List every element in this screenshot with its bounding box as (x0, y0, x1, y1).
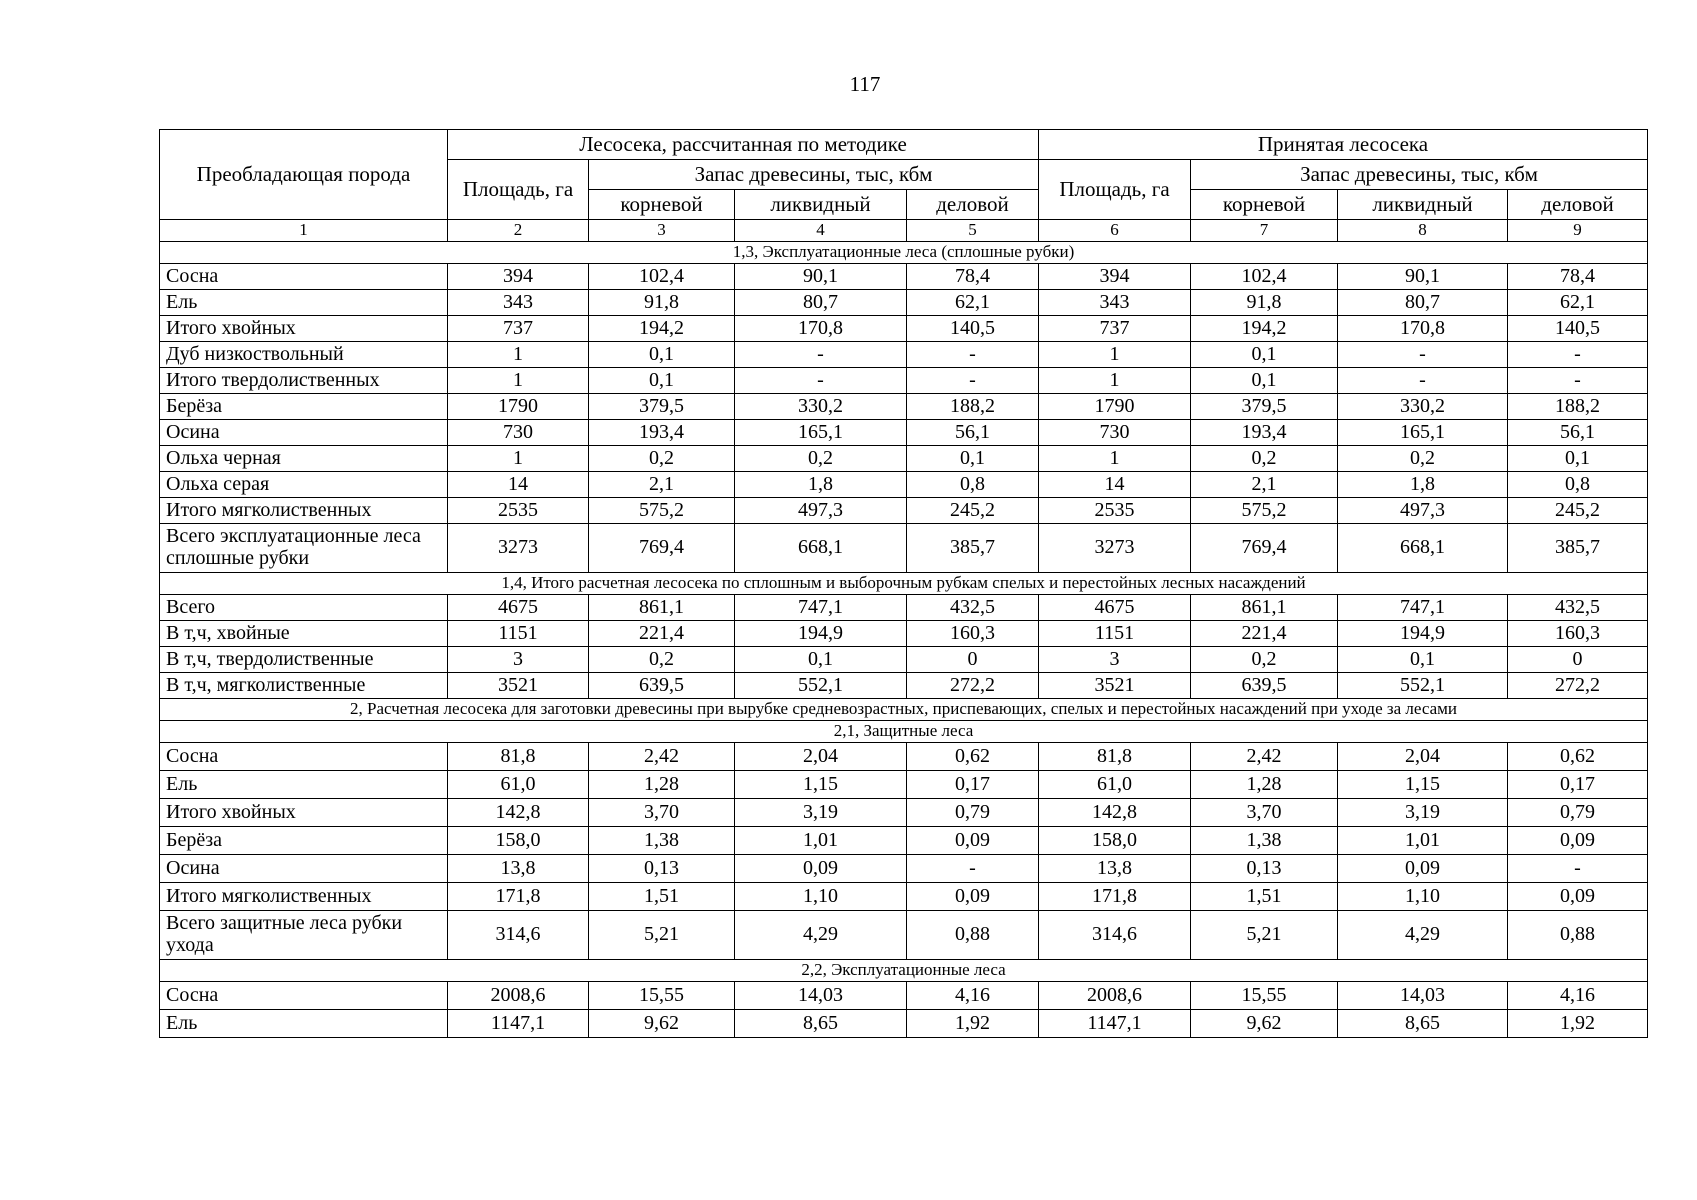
table-cell: 432,5 (1508, 595, 1648, 621)
table-cell: 188,2 (1508, 394, 1648, 420)
table-row (160, 855, 1648, 883)
table-row (160, 621, 1648, 647)
table-cell: 0,8 (907, 472, 1039, 498)
table-cell: 91,8 (589, 290, 735, 316)
table-cell: 194,9 (735, 621, 907, 647)
table-cell: 193,4 (1191, 420, 1338, 446)
table-cell: 1,10 (1338, 883, 1508, 911)
table-cell: 2,42 (589, 743, 735, 771)
table-row (160, 771, 1648, 799)
table-cell: 15,55 (589, 982, 735, 1010)
section-row (160, 573, 1648, 595)
table-cell: 2,1 (1191, 472, 1338, 498)
table-cell: 142,8 (1039, 799, 1191, 827)
table-cell: 575,2 (589, 498, 735, 524)
table-cell: 194,2 (1191, 316, 1338, 342)
table-row (160, 911, 1648, 960)
table-row (160, 394, 1648, 420)
table-cell: 3 (1039, 647, 1191, 673)
forest-cutting-table (159, 129, 1648, 1038)
table-cell: 2008,6 (448, 982, 589, 1010)
section-row (160, 721, 1648, 743)
table-cell: 90,1 (1338, 264, 1508, 290)
table-cell: 142,8 (448, 799, 589, 827)
table-cell: 0,09 (1338, 855, 1508, 883)
column-number: 2 (448, 220, 589, 242)
table-cell: 4,16 (907, 982, 1039, 1010)
table-cell: - (1508, 855, 1648, 883)
row-label: Сосна (160, 743, 448, 771)
table-cell: 330,2 (735, 394, 907, 420)
table-cell: 0,1 (589, 368, 735, 394)
table-cell: 730 (448, 420, 589, 446)
header-area-accepted: Площадь, га (1039, 160, 1191, 220)
table-cell: 0,09 (735, 855, 907, 883)
table-cell: 0,1 (589, 342, 735, 368)
table-cell: 3,70 (1191, 799, 1338, 827)
table-cell: 639,5 (589, 673, 735, 699)
row-label: В т,ч, мягколиственные (160, 673, 448, 699)
table-cell: 497,3 (735, 498, 907, 524)
table-cell: 0,8 (1508, 472, 1648, 498)
table-cell: 1 (448, 342, 589, 368)
section-title: 2,1, Защитные леса (160, 721, 1648, 743)
table-cell: 140,5 (1508, 316, 1648, 342)
table-cell: 0,1 (907, 446, 1039, 472)
table-cell: 221,4 (589, 621, 735, 647)
table-cell: 769,4 (589, 524, 735, 573)
header-commercial-method: деловой (907, 190, 1039, 220)
table-cell: 272,2 (1508, 673, 1648, 699)
table-cell: 379,5 (1191, 394, 1338, 420)
table-cell: 140,5 (907, 316, 1039, 342)
table-cell: 15,55 (1191, 982, 1338, 1010)
table-cell: 737 (1039, 316, 1191, 342)
table-cell: 1,15 (1338, 771, 1508, 799)
header-accepted-group: Принятая лесосека (1039, 130, 1648, 160)
section-title: 2, Расчетная лесосека для заготовки древесины при вырубке средневозрастных, приспевающих, спелых и перестойных насаждений при уходе за лесами (160, 699, 1648, 721)
table-cell: 769,4 (1191, 524, 1338, 573)
table-cell: 80,7 (735, 290, 907, 316)
table-cell: 1 (1039, 446, 1191, 472)
table-cell: - (1508, 368, 1648, 394)
row-label: Берёза (160, 394, 448, 420)
table-cell: 245,2 (907, 498, 1039, 524)
table-cell: 1,01 (735, 827, 907, 855)
table-cell: 0,1 (1191, 342, 1338, 368)
table-cell: 552,1 (1338, 673, 1508, 699)
table-cell: 160,3 (907, 621, 1039, 647)
column-number: 4 (735, 220, 907, 242)
table-cell: 56,1 (907, 420, 1039, 446)
table-cell: 0,1 (1191, 368, 1338, 394)
table-cell: 62,1 (907, 290, 1039, 316)
section-row (160, 960, 1648, 982)
table-row (160, 290, 1648, 316)
table-cell: 1,51 (1191, 883, 1338, 911)
table-cell: 1790 (448, 394, 589, 420)
row-label: Итого мягколиственных (160, 883, 448, 911)
column-number: 9 (1508, 220, 1648, 242)
table-cell: 747,1 (735, 595, 907, 621)
table-cell: 0,09 (1508, 883, 1648, 911)
table-cell: 193,4 (589, 420, 735, 446)
row-label: Итого хвойных (160, 316, 448, 342)
table-cell: 575,2 (1191, 498, 1338, 524)
table-cell: 1 (1039, 342, 1191, 368)
header-stock-accepted: Запас древесины, тыс, кбм (1191, 160, 1648, 190)
table-cell: 394 (1039, 264, 1191, 290)
table-row (160, 827, 1648, 855)
table-cell: 0,17 (1508, 771, 1648, 799)
header-area-method: Площадь, га (448, 160, 589, 220)
table-cell: 2,04 (1338, 743, 1508, 771)
table-cell: - (907, 368, 1039, 394)
page-number: 117 (849, 72, 881, 96)
table-cell: 2535 (1039, 498, 1191, 524)
table-cell: 4,29 (735, 911, 907, 960)
table-cell: 171,8 (1039, 883, 1191, 911)
table-cell: 668,1 (735, 524, 907, 573)
table-cell: 0,09 (907, 827, 1039, 855)
section-title: 1,4, Итого расчетная лесосека по сплошным и выборочным рубкам спелых и перестойных лесных насаждений (160, 573, 1648, 595)
table-cell: 194,9 (1338, 621, 1508, 647)
header-liquid-accepted: ликвидный (1338, 190, 1508, 220)
table-cell: 1151 (448, 621, 589, 647)
table-cell: 314,6 (1039, 911, 1191, 960)
table-cell: 5,21 (1191, 911, 1338, 960)
table-cell: 0,79 (1508, 799, 1648, 827)
header-commercial-accepted: деловой (1508, 190, 1648, 220)
table-cell: 5,21 (589, 911, 735, 960)
table-row (160, 316, 1648, 342)
table-cell: 0,88 (1508, 911, 1648, 960)
table-cell: - (907, 342, 1039, 368)
table-cell: 81,8 (448, 743, 589, 771)
section-row (160, 242, 1648, 264)
table-row (160, 743, 1648, 771)
column-number: 1 (160, 220, 448, 242)
row-label: Всего эксплуатационные леса сплошные рубки (160, 524, 448, 573)
table-cell: 14,03 (735, 982, 907, 1010)
header-species: Преобладающая порода (160, 130, 448, 220)
table-cell: 14,03 (1338, 982, 1508, 1010)
table-cell: 1,15 (735, 771, 907, 799)
table-cell: 62,1 (1508, 290, 1648, 316)
table-cell: 102,4 (589, 264, 735, 290)
row-label: Ель (160, 1010, 448, 1038)
table-cell: 0 (1508, 647, 1648, 673)
table-cell: 1,10 (735, 883, 907, 911)
table-cell: 3,19 (735, 799, 907, 827)
table-cell: 2008,6 (1039, 982, 1191, 1010)
table-cell: 314,6 (448, 911, 589, 960)
table-cell: 158,0 (1039, 827, 1191, 855)
table-cell: 737 (448, 316, 589, 342)
row-label: Итого твердолиственных (160, 368, 448, 394)
table-cell: 0,1 (1508, 446, 1648, 472)
table-row (160, 446, 1648, 472)
table-cell: 9,62 (1191, 1010, 1338, 1038)
row-label: Сосна (160, 264, 448, 290)
table-cell: 188,2 (907, 394, 1039, 420)
table-cell: 432,5 (907, 595, 1039, 621)
table-cell: 1151 (1039, 621, 1191, 647)
row-label: Ольха серая (160, 472, 448, 498)
table-row (160, 883, 1648, 911)
table-cell: 0,13 (1191, 855, 1338, 883)
row-label: Берёза (160, 827, 448, 855)
table-cell: 221,4 (1191, 621, 1338, 647)
table-cell: 343 (1039, 290, 1191, 316)
table-cell: 2,04 (735, 743, 907, 771)
table-cell: 385,7 (1508, 524, 1648, 573)
table-cell: 0,1 (1338, 647, 1508, 673)
table-cell: 90,1 (735, 264, 907, 290)
table-cell: - (735, 368, 907, 394)
table-cell: 394 (448, 264, 589, 290)
header-stock-method: Запас древесины, тыс, кбм (589, 160, 1039, 190)
table-cell: 13,8 (448, 855, 589, 883)
table-cell: 1,92 (907, 1010, 1039, 1038)
table-cell: 14 (448, 472, 589, 498)
table-cell: 861,1 (589, 595, 735, 621)
table-cell: 2535 (448, 498, 589, 524)
table-cell: 0,1 (735, 647, 907, 673)
table-cell: 4675 (448, 595, 589, 621)
table-cell: 80,7 (1338, 290, 1508, 316)
table-cell: 171,8 (448, 883, 589, 911)
header-liquid-method: ликвидный (735, 190, 907, 220)
table-cell: 1,92 (1508, 1010, 1648, 1038)
table-cell: 4675 (1039, 595, 1191, 621)
table-cell: 385,7 (907, 524, 1039, 573)
column-number: 3 (589, 220, 735, 242)
table-cell: 160,3 (1508, 621, 1648, 647)
section-row (160, 699, 1648, 721)
table-cell: 1,01 (1338, 827, 1508, 855)
table-cell: 102,4 (1191, 264, 1338, 290)
row-label: В т,ч, хвойные (160, 621, 448, 647)
row-label: Осина (160, 420, 448, 446)
table-cell: 2,42 (1191, 743, 1338, 771)
row-label: Итого хвойных (160, 799, 448, 827)
table-cell: 61,0 (1039, 771, 1191, 799)
table-cell: 1790 (1039, 394, 1191, 420)
table-cell: 1,8 (1338, 472, 1508, 498)
table-cell: 1147,1 (1039, 1010, 1191, 1038)
table-cell: - (1338, 368, 1508, 394)
table-cell: 0,62 (907, 743, 1039, 771)
row-label: Итого мягколиственных (160, 498, 448, 524)
table-cell: 3273 (1039, 524, 1191, 573)
row-label: Всего (160, 595, 448, 621)
header-root-accepted: корневой (1191, 190, 1338, 220)
table-cell: - (1338, 342, 1508, 368)
table-cell: 170,8 (1338, 316, 1508, 342)
section-title: 1,3, Эксплуатационные леса (сплошные рубки) (160, 242, 1648, 264)
table-cell: 158,0 (448, 827, 589, 855)
table-cell: 3273 (448, 524, 589, 573)
table-cell: - (1508, 342, 1648, 368)
table-cell: 861,1 (1191, 595, 1338, 621)
table-cell: 0,2 (1338, 446, 1508, 472)
table-cell: 1 (1039, 368, 1191, 394)
table-cell: 1,38 (589, 827, 735, 855)
table-cell: 78,4 (907, 264, 1039, 290)
table-cell: 497,3 (1338, 498, 1508, 524)
table-cell: 272,2 (907, 673, 1039, 699)
table-row (160, 595, 1648, 621)
table-cell: 747,1 (1338, 595, 1508, 621)
row-label: Осина (160, 855, 448, 883)
row-label: Дуб низкоствольный (160, 342, 448, 368)
header-root-method: корневой (589, 190, 735, 220)
row-label: В т,ч, твердолиственные (160, 647, 448, 673)
row-label: Ель (160, 771, 448, 799)
row-label: Всего защитные леса рубки ухода (160, 911, 448, 960)
column-number: 7 (1191, 220, 1338, 242)
table-cell: 730 (1039, 420, 1191, 446)
table-row (160, 799, 1648, 827)
row-label: Сосна (160, 982, 448, 1010)
table-cell: 1,8 (735, 472, 907, 498)
table-cell: 0,09 (907, 883, 1039, 911)
table-cell: 170,8 (735, 316, 907, 342)
table-row (160, 1010, 1648, 1038)
table-cell: 0,88 (907, 911, 1039, 960)
table-row (160, 342, 1648, 368)
table-cell: 3521 (448, 673, 589, 699)
table-cell: 194,2 (589, 316, 735, 342)
table-cell: 0,2 (1191, 446, 1338, 472)
table-cell: 0,79 (907, 799, 1039, 827)
table-cell: 245,2 (1508, 498, 1648, 524)
table-cell: 8,65 (735, 1010, 907, 1038)
table-cell: 379,5 (589, 394, 735, 420)
table-cell: 81,8 (1039, 743, 1191, 771)
table-row (160, 368, 1648, 394)
table-cell: 13,8 (1039, 855, 1191, 883)
table-cell: 3 (448, 647, 589, 673)
table-cell: 4,16 (1508, 982, 1648, 1010)
table-cell: 3,70 (589, 799, 735, 827)
table-cell: 1 (448, 446, 589, 472)
table-cell: 91,8 (1191, 290, 1338, 316)
table-cell: 165,1 (735, 420, 907, 446)
table-cell: 56,1 (1508, 420, 1648, 446)
table-cell: 0,09 (1508, 827, 1648, 855)
table-cell: 0,2 (735, 446, 907, 472)
table-cell: 0,17 (907, 771, 1039, 799)
table-row (160, 982, 1648, 1010)
table-cell: 0,2 (589, 446, 735, 472)
header-method-group: Лесосека, рассчитанная по методике (448, 130, 1039, 160)
table-cell: 0,62 (1508, 743, 1648, 771)
table-cell: 1,51 (589, 883, 735, 911)
table-cell: - (907, 855, 1039, 883)
table-cell: 2,1 (589, 472, 735, 498)
table-cell: 0,2 (1191, 647, 1338, 673)
table-cell: 1147,1 (448, 1010, 589, 1038)
column-number: 6 (1039, 220, 1191, 242)
table-cell: 1 (448, 368, 589, 394)
table-cell: 165,1 (1338, 420, 1508, 446)
table-cell: 1,28 (1191, 771, 1338, 799)
table-row (160, 673, 1648, 699)
table-row (160, 524, 1648, 573)
row-label: Ель (160, 290, 448, 316)
table-cell: 1,38 (1191, 827, 1338, 855)
table-cell: 639,5 (1191, 673, 1338, 699)
table-cell: 343 (448, 290, 589, 316)
column-number: 5 (907, 220, 1039, 242)
table-cell: 8,65 (1338, 1010, 1508, 1038)
table-row (160, 420, 1648, 446)
table-cell: 668,1 (1338, 524, 1508, 573)
table-cell: 0,2 (589, 647, 735, 673)
table-cell: 61,0 (448, 771, 589, 799)
table-cell: 0,13 (589, 855, 735, 883)
table-row (160, 647, 1648, 673)
table-cell: 1,28 (589, 771, 735, 799)
section-title: 2,2, Эксплуатационные леса (160, 960, 1648, 982)
table-cell: 14 (1039, 472, 1191, 498)
column-number: 8 (1338, 220, 1508, 242)
table-cell: - (735, 342, 907, 368)
table-cell: 78,4 (1508, 264, 1648, 290)
table-cell: 4,29 (1338, 911, 1508, 960)
table-row (160, 472, 1648, 498)
table-cell: 330,2 (1338, 394, 1508, 420)
table-row (160, 264, 1648, 290)
table-cell: 9,62 (589, 1010, 735, 1038)
table-cell: 3521 (1039, 673, 1191, 699)
table-row (160, 498, 1648, 524)
row-label: Ольха черная (160, 446, 448, 472)
table-cell: 0 (907, 647, 1039, 673)
table-cell: 552,1 (735, 673, 907, 699)
table-cell: 3,19 (1338, 799, 1508, 827)
